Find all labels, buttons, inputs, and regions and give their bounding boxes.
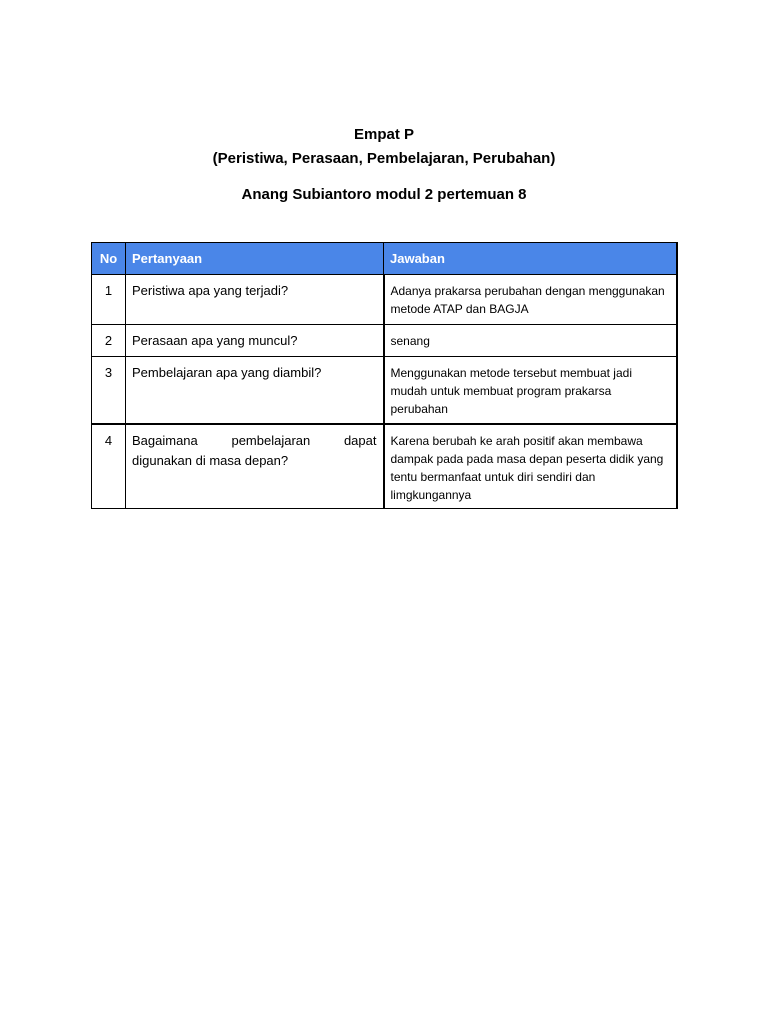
column-header-pertanyaan: Pertanyaan <box>126 243 384 275</box>
column-header-no: No <box>92 243 126 275</box>
answer-cell: Menggunakan metode tersebut membuat jadi mudah untuk membuat program prakarsa perubahan <box>384 357 677 425</box>
row-number: 3 <box>92 357 126 425</box>
answer-cell: Karena berubah ke arah positif akan membawa dampak pada pada masa depan peserta didik yang tentu bermanfaat untuk diri sendiri dan limgkungannya <box>384 424 677 509</box>
column-header-jawaban: Jawaban <box>384 243 677 275</box>
row-number: 1 <box>92 275 126 325</box>
document-subtitle: (Peristiwa, Perasaan, Pembelajaran, Perubahan) <box>212 150 556 167</box>
question-cell: Perasaan apa yang muncul? <box>126 325 384 357</box>
question-cell: Peristiwa apa yang terjadi? <box>126 275 384 325</box>
row-number: 2 <box>92 325 126 357</box>
table-header-row <box>92 243 677 275</box>
table-row <box>92 424 677 509</box>
answer-cell: Adanya prakarsa perubahan dengan menggunakan metode ATAP dan BAGJA <box>384 275 677 325</box>
answer-cell: senang <box>384 325 677 357</box>
question-cell: Pembelajaran apa yang diambil? <box>126 357 384 425</box>
table-row <box>92 357 677 425</box>
table-row <box>92 325 677 357</box>
document-title: Empat P <box>353 126 414 143</box>
question-cell: Bagaimana pembelajaran dapat digunakan di masa depan? <box>126 424 384 509</box>
reflection-table <box>91 242 678 509</box>
author-line: Anang Subiantoro modul 2 pertemuan 8 <box>241 186 527 203</box>
row-number: 4 <box>92 424 126 509</box>
table-row <box>92 275 677 325</box>
